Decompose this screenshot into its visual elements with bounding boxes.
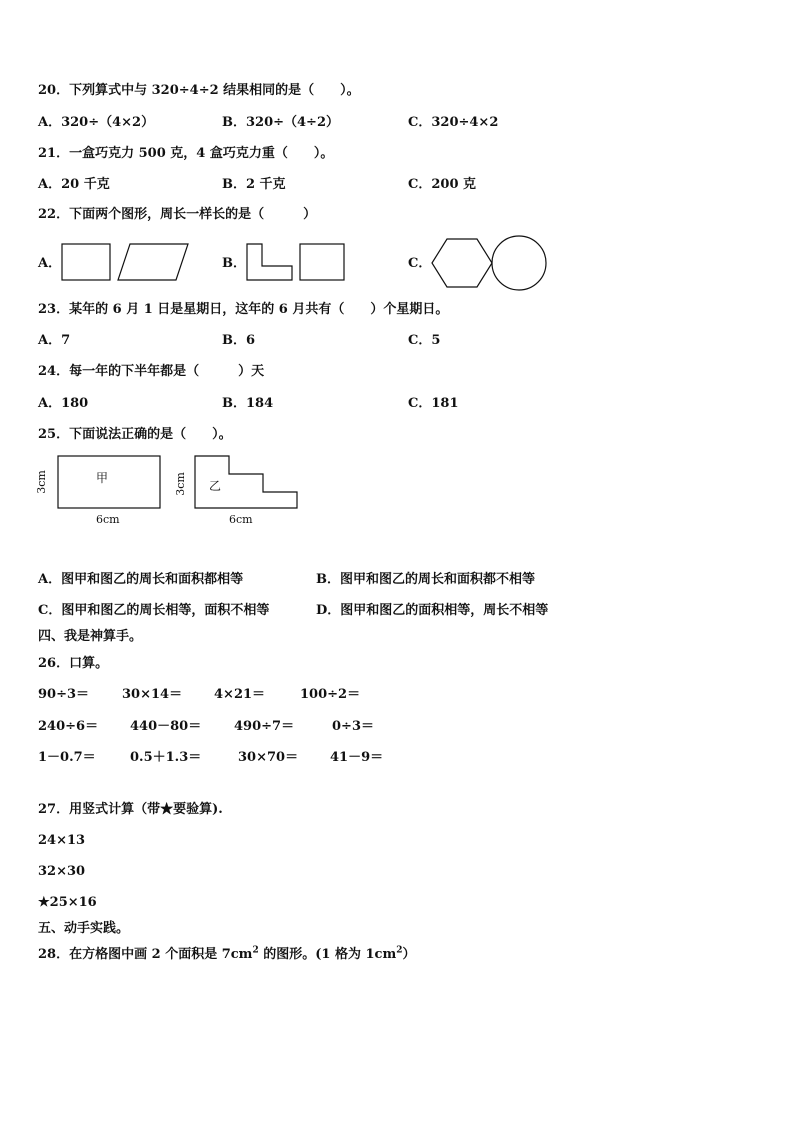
q22-stem: 22．下面两个图形，周长一样长的是（ ） [38,207,317,222]
q20-option-b: B．320÷（4÷2） [222,115,340,130]
section4-title: 四、我是神算手。 [38,629,143,644]
figure-yi-width-label: 6cm [229,513,253,526]
q23-option-a: A．7 [38,333,71,348]
q27-item: 24×13 [38,833,86,848]
hexagon-shape [432,239,492,287]
q28-stem-part-c: ） [402,947,416,962]
q27-stem: 27．用竖式计算（带★要验算). [38,802,223,817]
q28-stem [38,947,415,963]
q23-stem: 23．某年的 6 月 1 日是星期日，这年的 6 月共有（ ）个星期日。 [38,302,449,317]
q26-item: 41－9＝ [330,750,384,765]
figure-jia-label: 甲 [96,471,109,485]
q28-sup-1: 2 [252,945,259,956]
q26-item: 100÷2＝ [300,687,361,702]
section5-title: 五、动手实践。 [38,921,130,936]
q22-option-b-label: B． [222,256,246,271]
q21-option-b: B．2 千克 [222,177,286,192]
q25-option-c: C．图甲和图乙的周长相等，面积不相等 [38,603,270,618]
q23-option-b: B．6 [222,333,256,348]
q26-item: 240÷6＝ [38,719,99,734]
q28-stem-part-b: 的图形。(1 格为 1cm [258,947,397,962]
q26-stem: 26．口算。 [38,656,109,671]
q26-item: 0.5＋1.3＝ [130,750,202,765]
q25-option-a: A．图甲和图乙的周长和面积都相等 [38,572,244,587]
q22-b-shapes [244,242,348,284]
q28-stem-part-a: 28．在方格图中画 2 个面积是 7cm [38,947,253,962]
l-shape [247,244,292,280]
q21-stem: 21．一盒巧克力 500 克，4 盒巧克力重（ ）。 [38,146,334,161]
q28-sup-2: 2 [396,945,403,956]
q25-option-d: D．图甲和图乙的面积相等，周长不相等 [316,603,549,618]
q25-stem: 25．下面说法正确的是（ ）。 [38,427,232,442]
figure-jia-height-label: 3cm [34,470,48,494]
q26-item: 90÷3＝ [38,687,90,702]
q23-option-c: C．5 [408,333,441,348]
q21-option-c: C．200 克 [408,177,477,192]
q24-option-c: C．181 [408,396,459,411]
q26-item: 440－80＝ [130,719,202,734]
q24-stem: 24．每一年的下半年都是（ ）天 [38,364,265,379]
q25-option-b: B．图甲和图乙的周长和面积都不相等 [316,572,535,587]
q26-item: 30×70＝ [238,750,299,765]
q22-a-shapes [60,242,190,284]
figure-jia-rectangle [58,456,160,508]
q21-option-a: A．20 千克 [38,177,110,192]
q27-item: 32×30 [38,864,86,879]
q26-item: 0÷3＝ [332,719,374,734]
circle-shape [492,236,546,290]
q20-stem: 20．下列算式中与 320÷4÷2 结果相同的是（ ）。 [38,83,360,98]
q26-item: 4×21＝ [214,687,266,702]
figure-yi-height-label: 3cm [173,472,187,496]
figure-jia [56,454,164,512]
q26-item: 1－0.7＝ [38,750,96,765]
q27-item: ★25×16 [38,895,97,910]
figure-jia-width-label: 6cm [96,513,120,526]
square-shape [300,244,344,280]
q26-item: 490÷7＝ [234,719,295,734]
q22-option-a-label: A． [38,256,62,271]
figure-yi-label: 乙 [209,479,222,493]
q22-option-c-label: C． [408,256,432,271]
q22-c-shapes [428,234,552,294]
q20-option-a: A．320÷（4×2） [38,115,155,130]
q24-option-b: B．184 [222,396,274,411]
q20-option-c: C．320÷4×2 [408,115,499,130]
parallelogram-shape [118,244,188,280]
q26-item: 30×14＝ [122,687,183,702]
q24-option-a: A．180 [38,396,89,411]
rectangle-shape [62,244,110,280]
